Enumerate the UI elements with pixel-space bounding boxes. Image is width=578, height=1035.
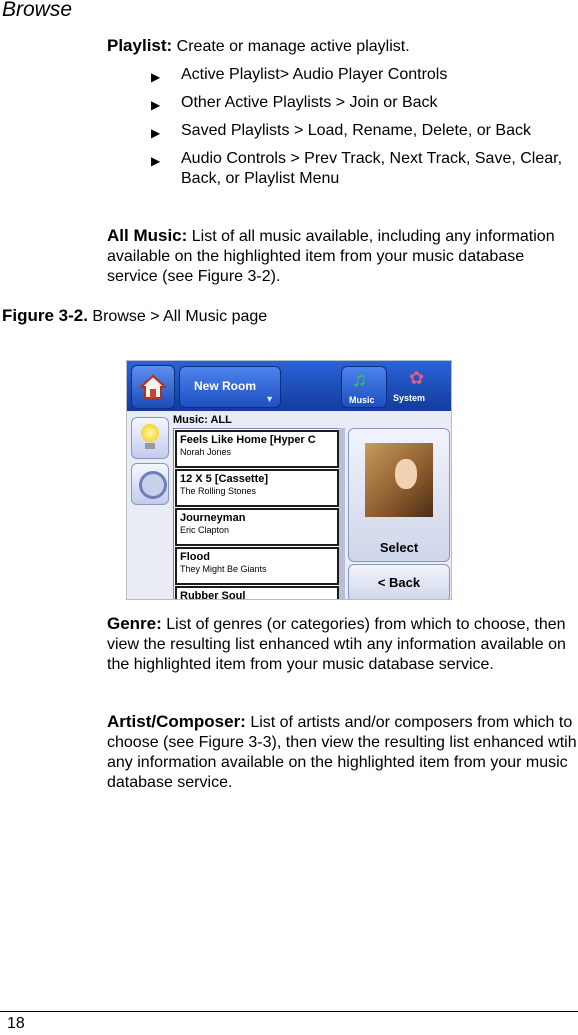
music-note-icon: ♫ [352,369,367,391]
system-button[interactable] [391,366,447,406]
triangle-bullet-icon: ▶ [151,70,161,84]
album-title: Journeyman [180,512,246,524]
bullet-text: Saved Playlists > Load, Rename, Delete, or Back [181,122,531,139]
section-title: Browse [2,0,73,21]
bullet-item [151,121,576,141]
triangle-bullet-icon: ▶ [151,98,161,112]
footer-divider [0,1011,578,1012]
album-title: Flood [180,551,210,563]
all-music-term: All Music: [107,226,188,245]
bullet-text: Active Playlist> Audio Player Controls [181,66,448,83]
all-music-screenshot [126,360,452,600]
room-label: New Room [194,379,257,393]
album-artist: They Might Be Giants [180,564,267,574]
album-cover-image [365,443,433,517]
bullet-item [151,93,576,113]
list-item[interactable] [175,508,339,546]
lights-button[interactable] [131,417,169,459]
home-icon [140,374,166,400]
album-artist: Eric Clapton [180,525,230,535]
album-title: 12 X 5 [Cassette] [180,473,269,485]
playlist-desc: Create or manage active playlist. [176,38,410,55]
album-artist: Norah Jones [180,447,232,457]
bullet-text: Other Active Playlists > Join or Back [181,94,438,111]
figure-caption-text: Browse > All Music page [92,308,268,325]
page-number: 18 [7,1015,25,1032]
music-button[interactable] [341,366,387,408]
lightbulb-base [145,443,155,449]
figure-label: Figure 3-2. [2,306,88,325]
bullet-item [151,65,576,85]
music-label: Music [349,395,375,405]
list-title: Music: ALL [173,414,232,426]
artist-composer-desc: List of artists and/or composers from which to choose (see Figure 3-3), then view the resulting list enhanced wtih any information available on the highlighted item from your music database service. [107,714,577,791]
triangle-bullet-icon: ▶ [151,126,161,140]
room-selector-button[interactable] [179,366,281,408]
list-item[interactable] [175,469,339,507]
audio-button[interactable] [131,463,169,505]
chevron-down-icon: ▼ [265,394,274,404]
bullet-text: Audio Controls > Prev Track, Next Track, Save, Clear, Back, or Playlist Menu [181,150,563,187]
all-music-desc: List of all music available, including any information available on the highlighted item from your music database service (see Figure 3-2). [107,228,555,285]
album-title: Feels Like Home [Hyper C [180,434,316,446]
genre-term: Genre: [107,614,162,633]
playlist-bullet-list [151,65,576,197]
album-title: Rubber Soul [180,590,246,600]
home-button[interactable] [131,365,175,409]
genre-desc: List of genres (or categories) from which to choose, then view the resulting list enhanced wtih any information available on the highlighted item from your music database service. [107,616,566,673]
music-list [173,428,341,600]
select-label: Select [379,540,419,555]
artist-composer-paragraph [107,712,577,793]
back-button[interactable]: < Back [348,564,450,600]
list-item[interactable] [175,430,339,468]
album-artist: The Rolling Stones [180,486,257,496]
list-scrollbar[interactable] [339,428,345,600]
playlist-term: Playlist: [107,36,173,55]
select-button[interactable] [348,428,450,562]
all-music-paragraph [107,226,577,287]
system-label: System [393,393,426,403]
speaker-icon [139,471,167,499]
album-cover-portrait [395,459,417,489]
figure-caption [2,306,267,326]
genre-paragraph [107,614,577,675]
list-item[interactable] [175,547,339,585]
list-item[interactable] [175,586,339,600]
bullet-item [151,149,576,189]
artist-composer-term: Artist/Composer: [107,712,246,731]
system-icon: ✿ [409,368,425,388]
playlist-paragraph [107,36,577,57]
lightbulb-icon [141,424,159,442]
triangle-bullet-icon: ▶ [151,154,161,168]
